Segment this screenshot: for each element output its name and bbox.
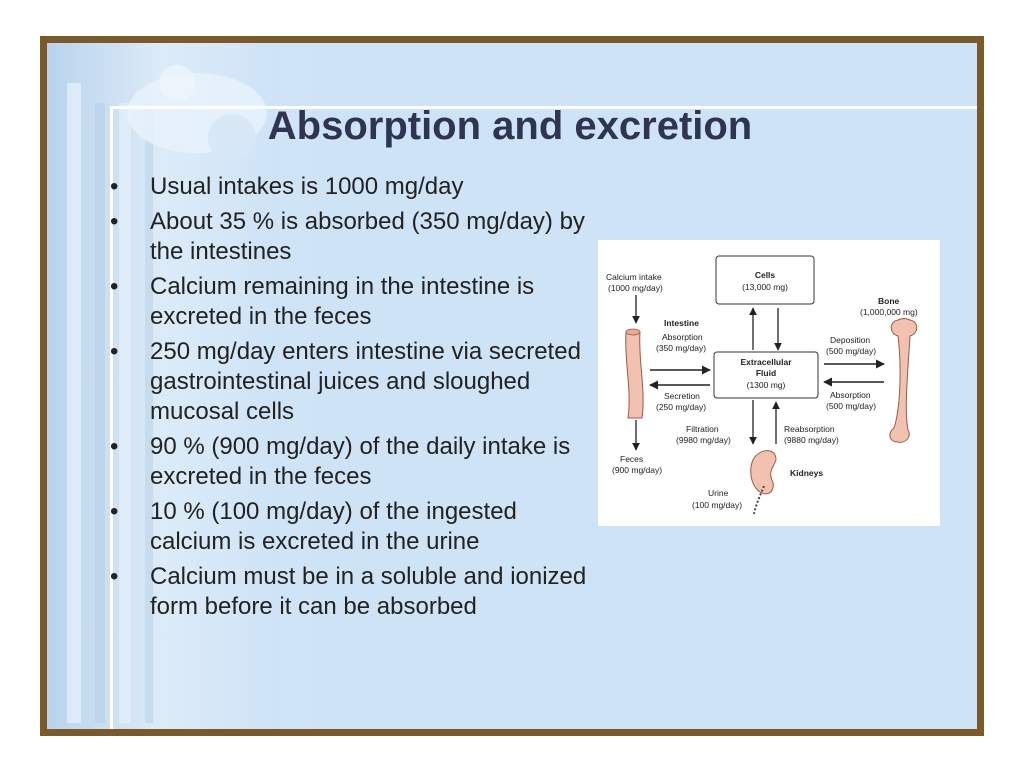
cells-label: Cells: [754, 270, 776, 280]
bullet-marker: •: [110, 338, 119, 365]
deposition-label: Deposition: [830, 335, 871, 345]
bullet-text: 90 % (900 mg/day) of the daily intake is excreted in the feces: [150, 433, 571, 490]
absorption-label: Absorption: [662, 332, 703, 342]
ecf-label-line2: Fluid: [755, 368, 777, 378]
bullet-marker: •: [110, 498, 119, 525]
bullet-text: 250 mg/day enters intestine via secreted gastrointestinal juices and sloughed mucosal cells: [150, 338, 581, 425]
bullet-marker: •: [110, 433, 119, 460]
absorption-amount: (350 mg/day): [656, 343, 707, 353]
bullet-item: [108, 562, 600, 622]
bullet-marker: •: [110, 173, 119, 200]
bullet-marker: •: [110, 563, 119, 590]
bone-absorption-amount: (500 mg/day): [826, 401, 877, 411]
bullet-marker: •: [110, 208, 119, 235]
reabsorption-label: Reabsorption: [784, 424, 835, 434]
intestine-label: Intestine: [664, 318, 699, 328]
bullet-text: Calcium remaining in the intestine is excreted in the feces: [150, 273, 535, 330]
bone-amount: (1,000,000 mg): [860, 307, 918, 317]
cells-amount: (13,000 mg): [742, 282, 788, 292]
deposition-amount: (500 mg/day): [826, 346, 877, 356]
bullet-item: [108, 172, 600, 202]
urine-amount: (100 mg/day): [692, 500, 743, 510]
filtration-label: Filtration: [686, 424, 719, 434]
bullet-item: [108, 272, 600, 332]
filtration-amount: (9980 mg/day): [676, 435, 731, 445]
bullet-item: [108, 337, 600, 427]
secretion-label: Secretion: [664, 391, 700, 401]
bullet-item: [108, 497, 600, 557]
calcium-flow-diagram: [598, 240, 940, 526]
intestine-icon: [626, 332, 643, 418]
bullet-text: About 35 % is absorbed (350 mg/day) by the intestines: [150, 208, 585, 265]
ecf-label-line1: Extracellular: [740, 357, 792, 367]
calcium-intake-label: Calcium intake: [606, 272, 662, 282]
bone-absorption-label: Absorption: [830, 390, 871, 400]
bullet-text: Calcium must be in a soluble and ionized form before it can be absorbed: [150, 563, 587, 620]
secretion-amount: (250 mg/day): [656, 402, 707, 412]
slide-title: Absorption and excretion: [267, 104, 753, 148]
bullet-item: [108, 432, 600, 492]
bullet-list: [108, 172, 600, 627]
feces-label: Feces: [620, 454, 644, 464]
bullet-marker: •: [110, 273, 119, 300]
bullet-text: Usual intakes is 1000 mg/day: [150, 173, 464, 200]
bullet-item: [108, 207, 600, 267]
bone-label: Bone: [878, 296, 900, 306]
feces-amount: (900 mg/day): [612, 465, 663, 475]
ecf-amount: (1300 mg): [746, 380, 786, 390]
kidneys-label: Kidneys: [790, 468, 824, 478]
urine-label: Urine: [708, 488, 729, 498]
bone-icon: [890, 319, 917, 443]
cells-box: [716, 256, 814, 304]
bullet-text: 10 % (100 mg/day) of the ingested calcium is excreted in the urine: [150, 498, 517, 555]
reabsorption-amount: (9880 mg/day): [784, 435, 839, 445]
calcium-intake-amount: (1000 mg/day): [608, 283, 663, 293]
